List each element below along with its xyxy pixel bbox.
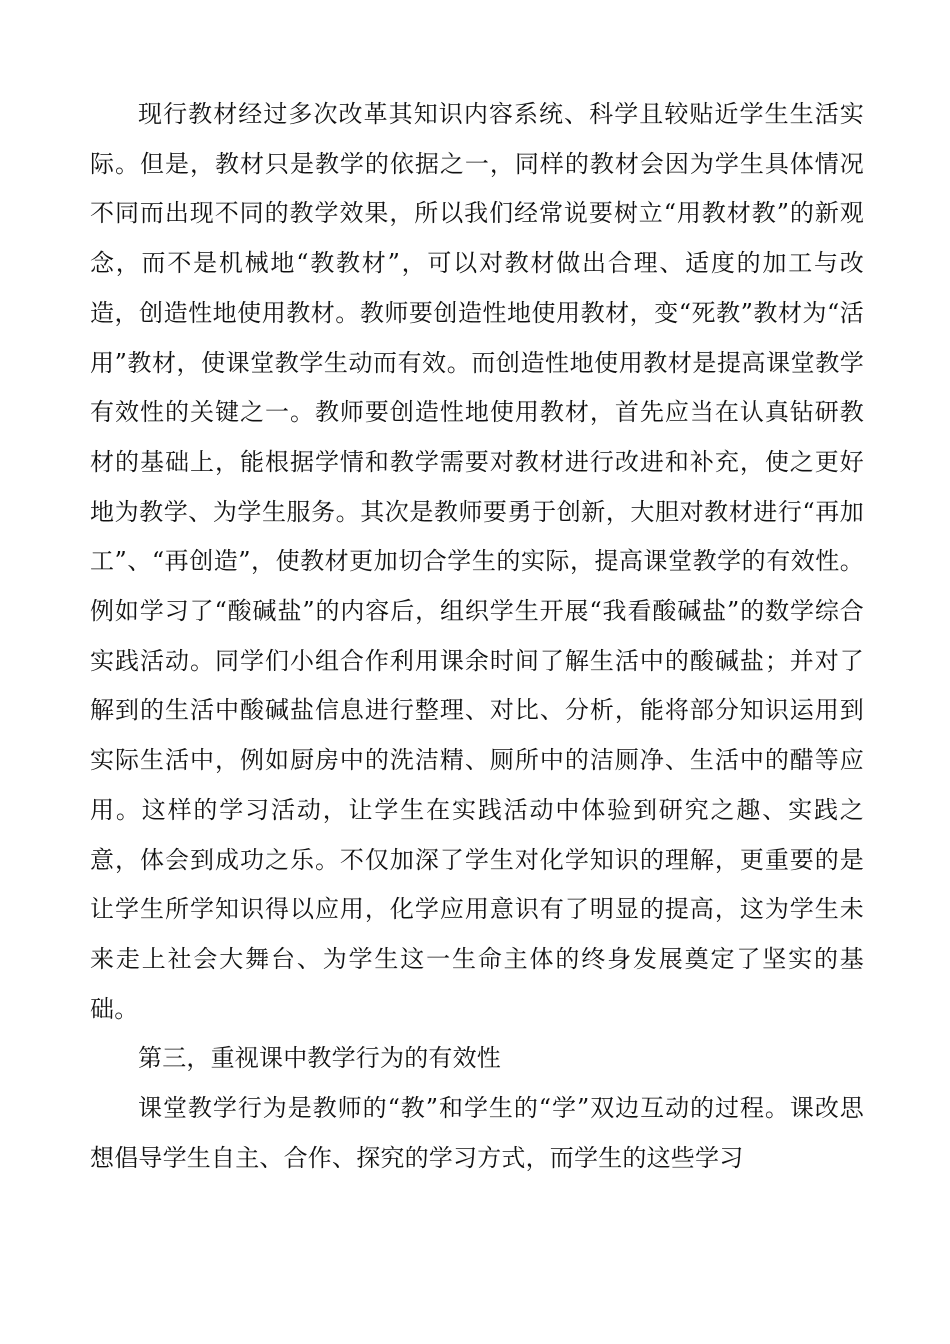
document-page — [90, 90, 864, 1183]
body-paragraph-classroom-behavior: 课堂教学行为是教师的“教”和学生的“学”双边互动的过程。课改思想倡导学生自主、合作、探究的学习方式，而学生的这些学习 — [90, 1094, 864, 1172]
section-heading-third: 第三，重视课中教学行为的有效性 — [138, 1044, 501, 1073]
body-paragraph-textbook-usage: 现行教材经过多次改革其知识内容系统、科学且较贴近学生生活实际。但是，教材只是教学的依据之一，同样的教材会因为学生具体情况不同而出现不同的教学效果，所以我们经常说要树立“用教材教”的新观念，而不是机械地“教教材”，可以对教材做出合理、适度的加工与改造，创造性地使用教材。教师要创造性地使用教材，变“死教”教材为“活用”教材，使课堂教学生动而有效。而创造性地使用教材是提高课堂教学有效性的关键之一。教师要创造性地使用教材，首先应当在认真钻研教材的基础上，能根据学情和教学需要对教材进行改进和补充，使之更好地为教学、为学生服务。其次是教师要勇于创新，大胆对教材进行“再加工”、“再创造”，使教材更加切合学生的实际，提高课堂教学的有效性。例如学习了“酸碱盐”的内容后，组织学生开展“我看酸碱盐”的数学综合实践活动。同学们小组合作利用课余时间了解生活中的酸碱盐；并对了解到的生活中酸碱盐信息进行整理、对比、分析，能将部分知识运用到实际生活中，例如厨房中的洗洁精、厕所中的洁厕净、生活中的醋等应用。这样的学习活动，让学生在实践活动中体验到研究之趣、实践之意，体会到成功之乐。不仅加深了学生对化学知识的理解，更重要的是让学生所学知识得以应用，化学应用意识有了明显的提高，这为学生未来走上社会大舞台、为学生这一生命主体的终身发展奠定了坚实的基础。 — [90, 100, 864, 1023]
